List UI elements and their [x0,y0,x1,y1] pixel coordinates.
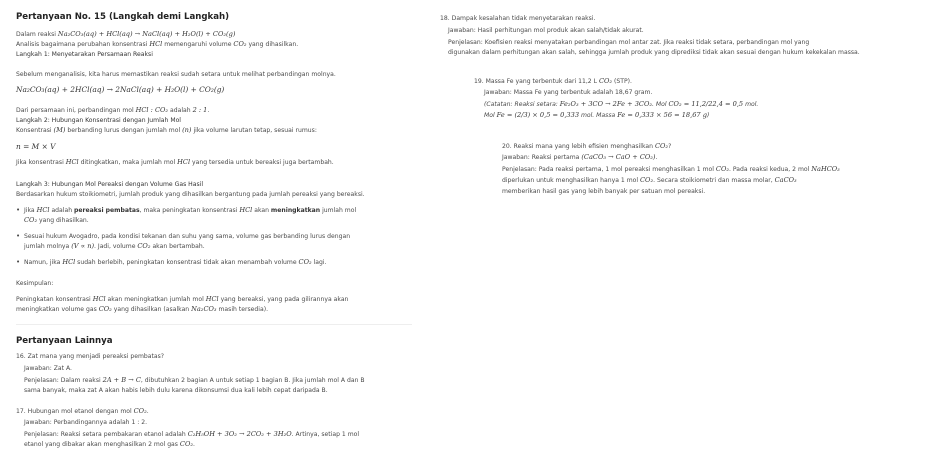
question-18: 18. Dampak kesalahan tidak menyetarakan reaksi. [440,15,596,22]
step-1-text: Sebelum menganalisis, kita harus memastikan reaksi sudah setara untuk melihat perbandingan molnya. [16,71,336,78]
bullet-excess: • Namun, jika HCl sudah berlebih, peningkatan konsentrasi tidak akan menambah volume CO₂ lagi. [24,259,327,267]
question-20-explanation-cont-2: memberikan hasil gas yang lebih banyak per satuan mol pereaksi. [502,188,706,195]
bullet-limiting-reagent-cont: CO₂ yang dihasilkan. [24,216,89,224]
question-19: 19. Massa Fe yang terbentuk dari 11,2 L CO₂ (STP). [474,77,632,85]
formula-n-equals-mv: n = M × V [16,142,56,151]
question-17-explanation: Penjelasan: Reaksi setara pembakaran etanol adalah C₂H₅OH + 3O₂ → 2CO₂ + 3H₂O. Artinya, setiap 1 mol [24,430,360,438]
question-20-answer: Jawaban: Reaksi pertama (CaCO₃ → CaO + CO₂). [502,153,658,161]
intro-line-2: Analisis bagaimana perubahan konsentrasi HCl memengaruhi volume CO₂ yang dihasilkan. [16,40,299,48]
question-20: 20. Reaksi mana yang lebih efisien menghasilkan CO₂? [502,142,672,150]
step-3-title: Langkah 3: Hubungan Mol Pereaksi dengan Volume Gas Hasil [16,181,204,188]
step-1-title: Langkah 1: Menyetarakan Persamaan Reaksi [16,51,153,58]
other-questions-title: Pertanyaan Lainnya [16,336,113,346]
question-18-explanation-cont: digunakan dalam perhitungan akan salah, sehingga jumlah produk yang diprediksi tidak akan sesuai dengan hukum kekekalan massa. [448,49,860,56]
question-20-explanation: Penjelasan: Pada reaksi pertama, 1 mol pereaksi menghasilkan 1 mol CO₂. Pada reaksi kedua, 2 mol NaHCO₃ [502,165,840,173]
question-19-note-cont: Mol Fe = (2/3) × 0,5 = 0,333 mol. Massa Fe = 0,333 × 56 = 18,67 g) [484,111,710,119]
question-17-explanation-cont: etanol yang dibakar akan menghasilkan 2 mol gas CO₂. [24,440,195,448]
step-2-note: Jika konsentrasi HCl ditingkatkan, maka jumlah mol HCl yang tersedia untuk bereaksi juga bertambah. [16,158,334,166]
question-16-answer: Jawaban: Zat A. [24,365,72,372]
balanced-equation: Na₂CO₃(aq) + 2HCl(aq) → 2NaCl(aq) + H₂O(l) + CO₂(g) [16,85,225,94]
step-2-title: Langkah 2: Hubungan Konsentrasi dengan Jumlah Mol [16,117,182,124]
question-17: 17. Hubungan mol etanol dengan mol CO₂. [16,407,149,415]
bullet-avogadro-cont: jumlah molnya (V ∝ n). Jadi, volume CO₂ akan bertambah. [24,242,205,250]
question-16: 16. Zat mana yang menjadi pereaksi pembatas? [16,353,165,360]
step-2-text: Konsentrasi (M) berbanding lurus dengan jumlah mol (n) jika volume larutan tetap, sesuai rumus: [16,126,317,134]
question-18-explanation: Penjelasan: Koefisien reaksi menyatakan perbandingan mol antar zat. Jika reaksi tidak setara, perbandingan mol yang [448,39,810,46]
bullet-limiting-reagent: • Jika HCl adalah pereaksi pembatas, maka peningkatan konsentrasi HCl akan meningkatkan jumlah mol [24,207,356,215]
question-17-answer: Jawaban: Perbandingannya adalah 1 : 2. [24,419,148,426]
question-19-answer: Jawaban: Massa Fe yang terbentuk adalah 18,67 gram. [484,89,653,96]
conclusion-title: Kesimpulan: [16,280,54,287]
section-divider [16,324,412,325]
bullet-avogadro: • Sesuai hukum Avogadro, pada kondisi tekanan dan suhu yang sama, volume gas berbanding lurus dengan [24,233,350,241]
conclusion-line-1: Peningkatan konsentrasi HCl akan meningkatkan jumlah mol HCl yang bereaksi, yang pada gilirannya akan [16,295,349,303]
question-16-explanation-cont: sama banyak, maka zat A akan habis lebih dulu karena dikonsumsi dua kali lebih cepat daripada B. [24,387,328,394]
question-19-note: (Catatan: Reaksi setara: Fe₂O₃ + 3CO → 2Fe + 3CO₂. Mol CO₂ = 11,2/22,4 = 0,5 mol. [484,100,759,108]
question-20-explanation-cont: diperlukan untuk menghasilkan hanya 1 mol CO₂. Secara stoikiometri dan massa molar, CaCO₃ [502,176,797,184]
conclusion-line-2: meningkatkan volume gas CO₂ yang dihasilkan (asalkan Na₂CO₃ masih tersedia). [16,305,269,313]
step-3-text: Berdasarkan hukum stoikiometri, jumlah produk yang dihasilkan bergantung pada jumlah pereaksi yang bereaksi. [16,191,365,198]
question-15-title: Pertanyaan No. 15 (Langkah demi Langkah) [16,12,230,22]
mole-ratio-line: Dari persamaan ini, perbandingan mol HCl : CO₂ adalah 2 : 1. [16,106,210,114]
question-16-explanation: Penjelasan: Dalam reaksi 2A + B → C, dibutuhkan 2 bagian A untuk setiap 1 bagian B. Jika jumlah mol A dan B [24,376,365,384]
intro-line-1: Dalam reaksi Na₂CO₃(aq) + HCl(aq) → NaCl(aq) + H₂O(l) + CO₂(g) [16,30,236,38]
question-18-answer: Jawaban: Hasil perhitungan mol produk akan salah/tidak akurat. [448,27,644,34]
